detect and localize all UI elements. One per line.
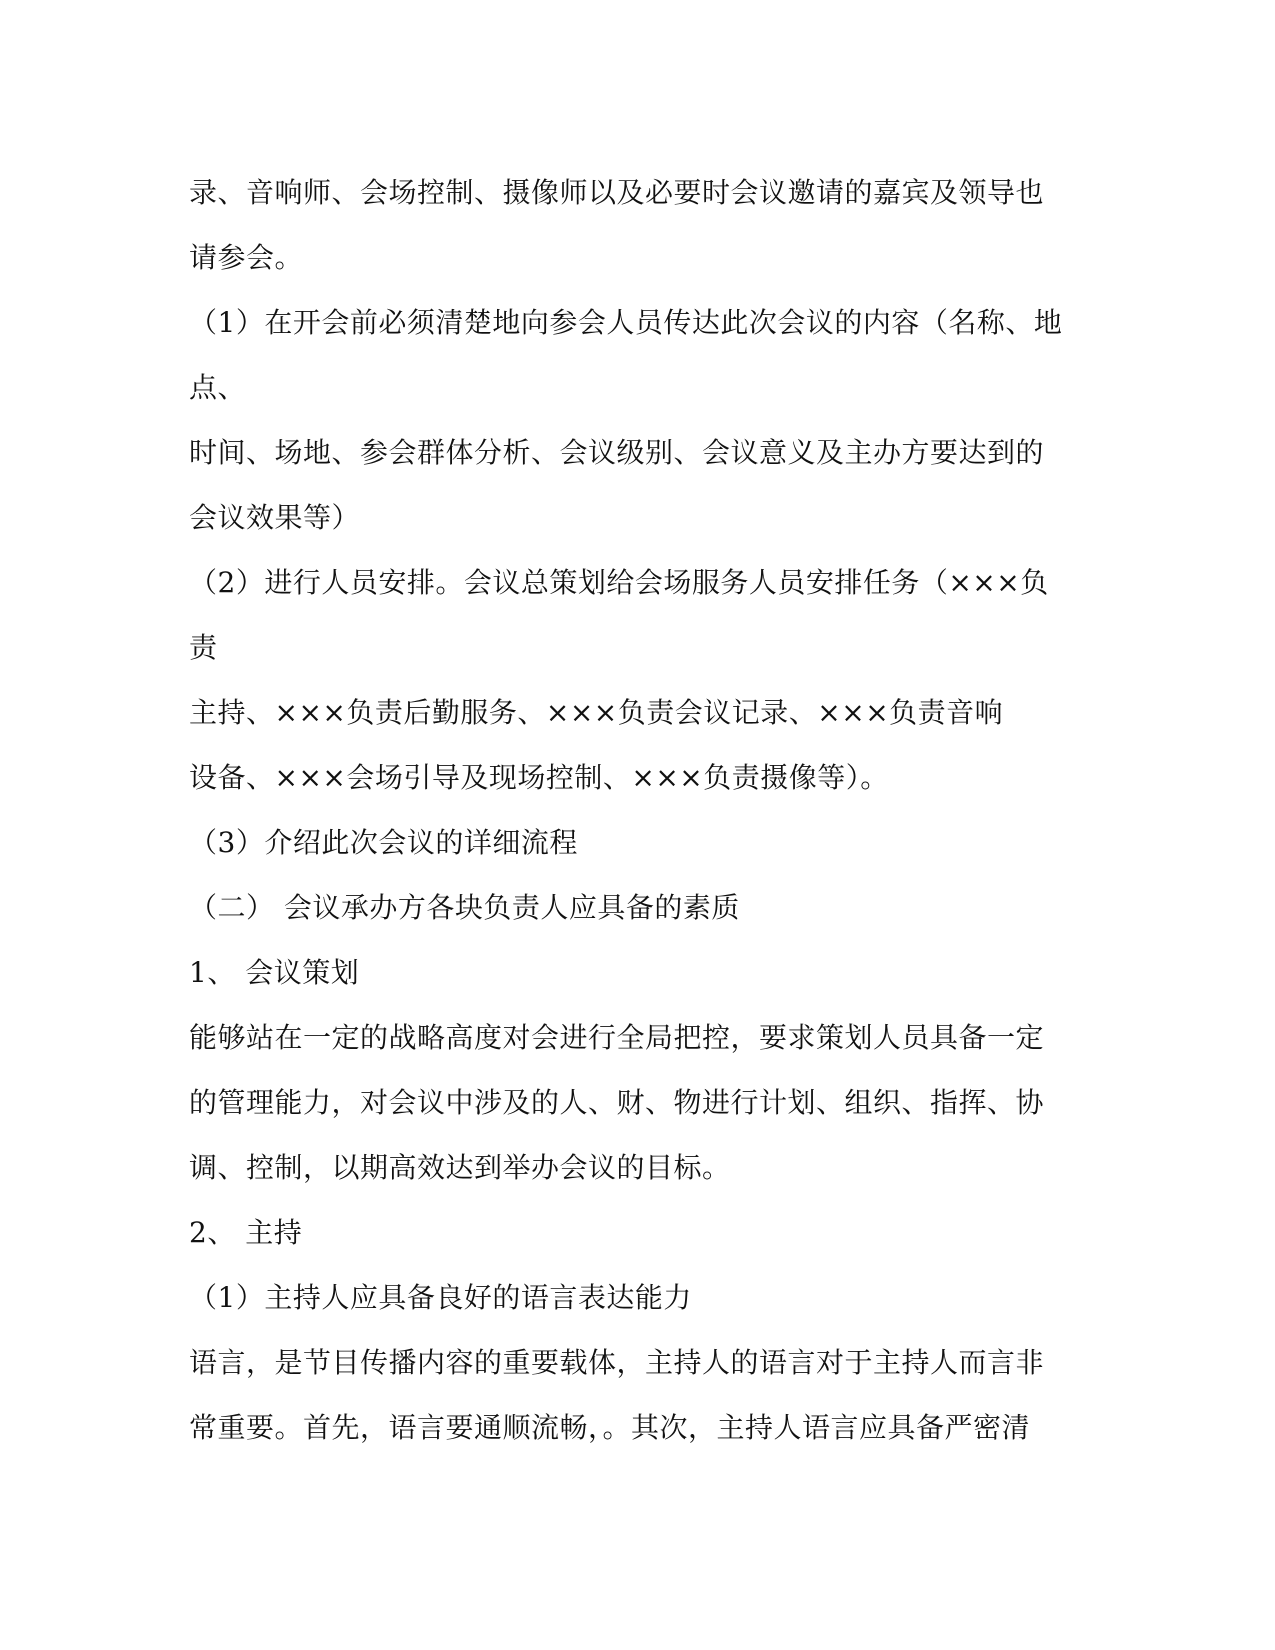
text-line: 的管理能力，对会议中涉及的人、财、物进行计划、组织、指挥、协: [189, 1086, 1045, 1119]
subsection-heading: 1、 会议策划: [189, 956, 360, 989]
text-line: 时间、场地、参会群体分析、会议级别、会议意义及主办方要达到的: [189, 436, 1045, 469]
text-line: 会议效果等）: [189, 501, 361, 534]
text-line: 调、控制，以期高效达到举办会议的目标。: [189, 1151, 731, 1184]
text-line: 能够站在一定的战略高度对会进行全局把控，要求策划人员具备一定: [189, 1021, 1045, 1054]
text-line: （1）主持人应具备良好的语言表达能力: [189, 1281, 692, 1314]
text-line: （3）介绍此次会议的详细流程: [189, 826, 578, 859]
text-line: 请参会。: [189, 241, 304, 274]
subsection-heading: 2、 主持: [189, 1216, 303, 1249]
text-line: （1）在开会前必须清楚地向参会人员传达此次会议的内容（名称、地: [189, 306, 1063, 339]
document-body: [189, 160, 1089, 1460]
text-line: 语言，是节目传播内容的重要载体，主持人的语言对于主持人而言非: [189, 1346, 1045, 1379]
text-line: 责: [189, 631, 218, 664]
text-line: 录、音响师、会场控制、摄像师以及必要时会议邀请的嘉宾及领导也: [189, 176, 1045, 209]
text-line: 点、: [189, 371, 247, 404]
text-line: 主持、×××负责后勤服务、×××负责会议记录、×××负责音响: [189, 696, 1004, 729]
text-line: 常重要。首先，语言要通顺流畅，。其次，主持人语言应具备严密清: [189, 1411, 1031, 1444]
section-heading: （二） 会议承办方各块负责人应具备的素质: [189, 891, 740, 924]
text-line: 设备、×××会场引导及现场控制、×××负责摄像等）。: [189, 761, 889, 794]
text-line: （2）进行人员安排。会议总策划给会场服务人员安排任务（×××负: [189, 566, 1049, 599]
